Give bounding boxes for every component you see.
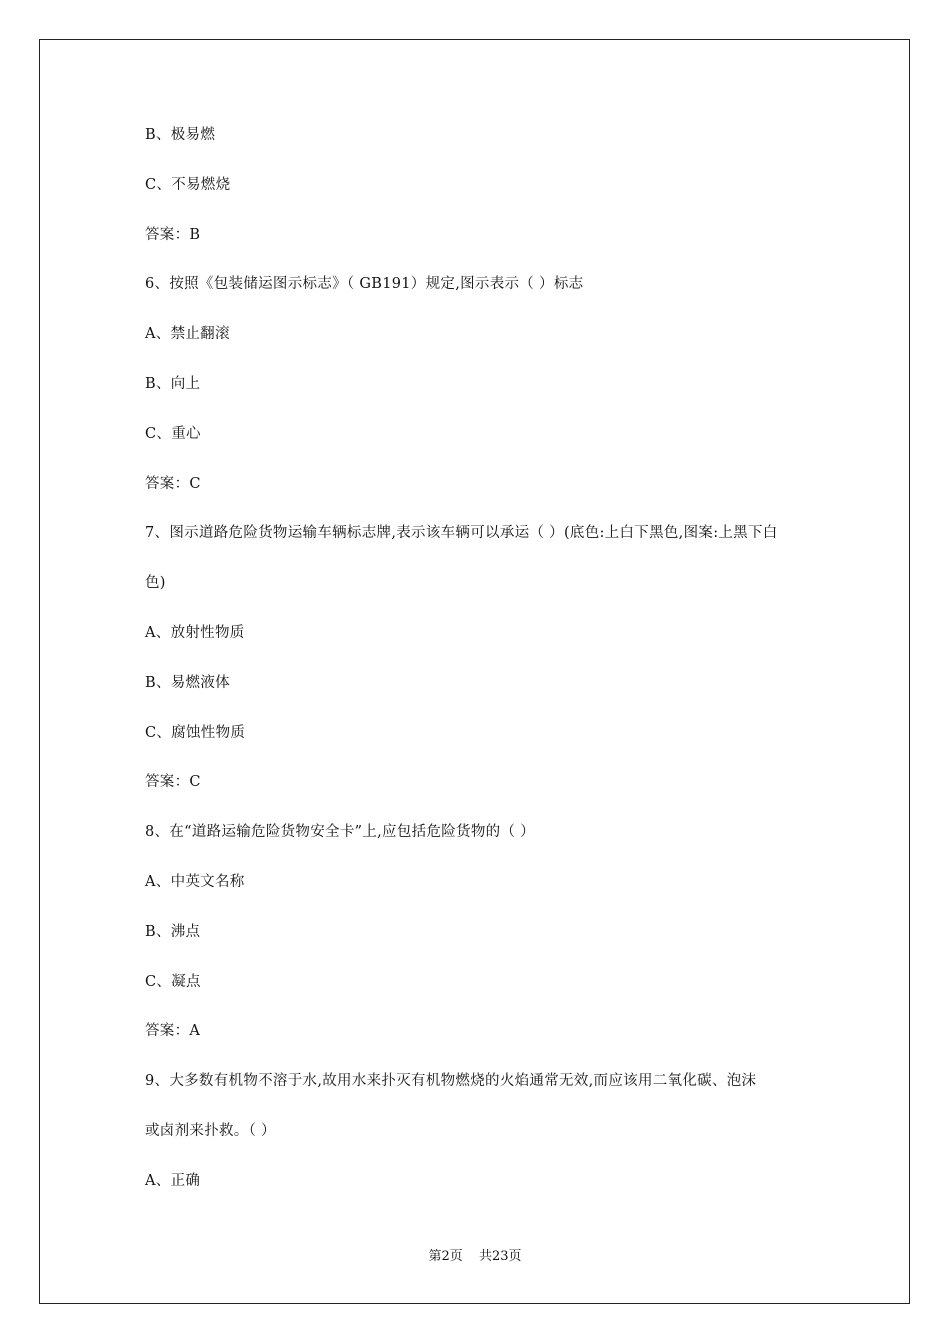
answer-q7: 答案：C: [145, 774, 201, 791]
option-b-q6: B、向上: [145, 375, 201, 392]
option-a-q6: A、禁止翻滚: [145, 326, 230, 343]
answer-q8: 答案：A: [145, 1023, 201, 1040]
option-a-q9: A、正确: [145, 1172, 201, 1189]
option-a-q8: A、中英文名称: [145, 873, 245, 890]
document-body: [145, 123, 810, 1219]
question-8: 8、在“道路运输危险货物安全卡”上,应包括危险货物的（ ）: [145, 824, 535, 841]
page-number: 第2页: [428, 1249, 463, 1264]
question-9-line-2: 或卤剂来扑救。（ ）: [145, 1122, 276, 1139]
answer-q6: 答案：C: [145, 475, 201, 492]
option-b-q5: B、极易燃: [145, 127, 216, 143]
page-footer: [0, 1248, 950, 1266]
question-6: 6、按照《包装储运图示标志》（ GB191）规定,图示表示（ ）标志: [145, 276, 584, 293]
question-7-line-2: 色): [145, 575, 166, 592]
question-9-line-1: 9、大多数有机物不溶于水,故用水来扑灭有机物燃烧的火焰通常无效,而应该用二氧化碳、泡沫: [145, 1073, 757, 1090]
option-c-q7: C、腐蚀性物质: [145, 724, 246, 741]
option-b-q7: B、易燃液体: [145, 674, 230, 691]
option-c-q6: C、重心: [145, 425, 201, 442]
option-c-q5: C、不易燃烧: [145, 176, 231, 193]
option-a-q7: A、放射性物质: [145, 624, 245, 641]
question-7-line-1: 7、图示道路危险货物运输车辆标志牌,表示该车辆可以承运（ ）(底色:上白下黑色,图案:上黑下白: [145, 525, 778, 542]
option-b-q8: B、沸点: [145, 923, 201, 940]
option-c-q8: C、凝点: [145, 973, 201, 990]
answer-q5: 答案：B: [145, 226, 201, 243]
page-total: 共23页: [478, 1249, 522, 1264]
